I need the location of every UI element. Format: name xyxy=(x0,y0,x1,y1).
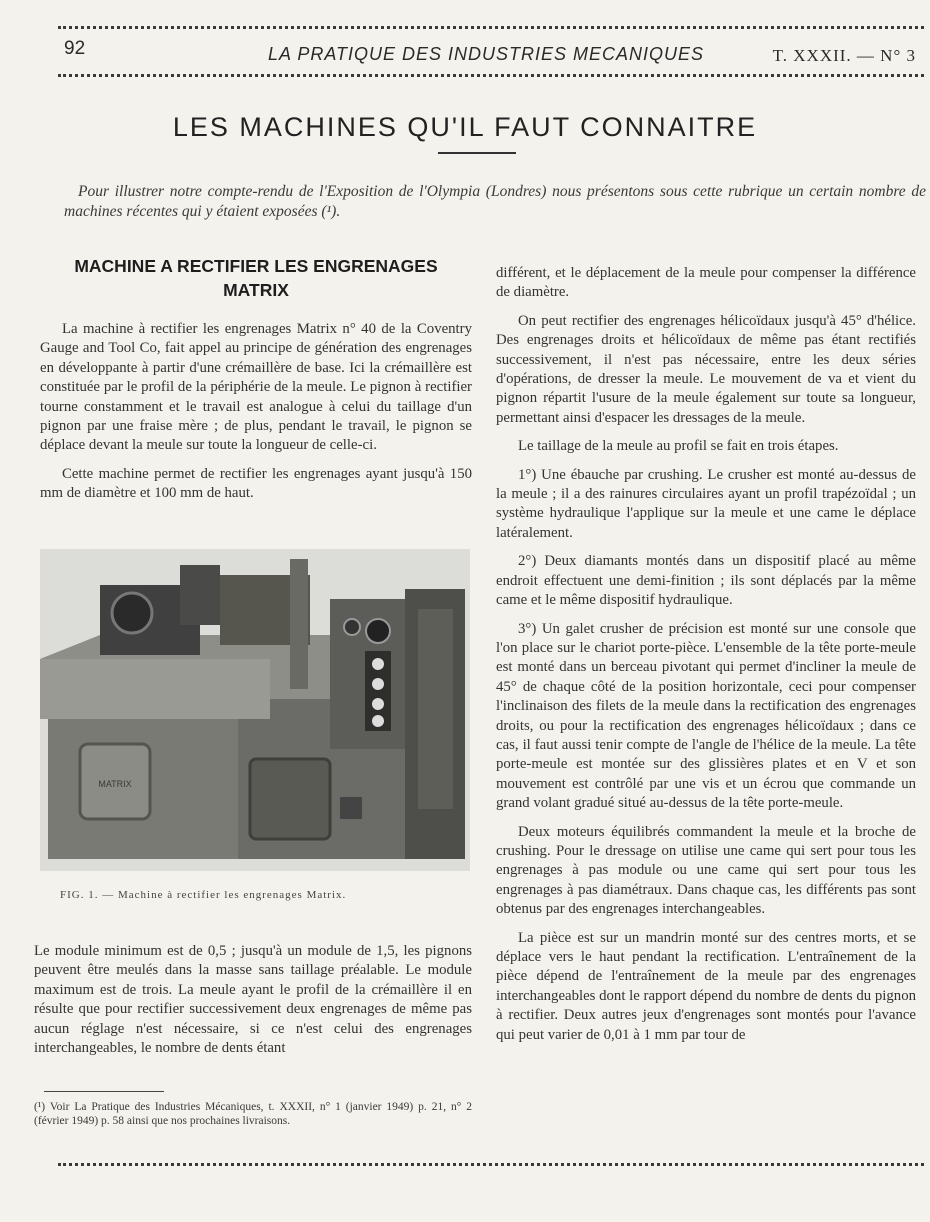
left-column xyxy=(40,254,472,513)
left-bottom-paragraph: Le module minimum est de 0,5 ; jusqu'à un module de 1,5, les pignons peuvent être meulés dans la masse sans taillage préalable. Le module maximum est de trois. La meule ayant le profil de la crémaillère il en résulte que pour rectifier successivement deux engrenages de même pas aucun réglage n'est nécessaire, si ce n'est celui des engrenages interchangeables, le nombre de dents étant xyxy=(34,943,472,1057)
page-header xyxy=(58,34,924,74)
footer-rule xyxy=(58,1163,924,1166)
left-paragraph: Cette machine permet de rectifier les engrenages ayant jusqu'à 150 mm de diamètre et 100 mm de haut. xyxy=(40,465,472,502)
header-top-rule xyxy=(58,26,924,29)
right-column xyxy=(496,264,916,1054)
right-paragraph: 1°) Une ébauche par crushing. Le crusher est monté au-dessus de la meule ; il a des rainures circulaires ayant un profil trapézoïdal ; un système hydraulique l'applique sur la meule et une came le déplace latéralement. xyxy=(496,466,916,541)
right-paragraph: Deux moteurs équilibrés commandent la meule et la broche de crushing. Pour le dressage on utilise une came qui sert pour tous les engrenages à pas module ou une came qui sert pour tous les engrenages à pas diamétraux. Dans chaque cas, les différents pas sont obtenus par des engrenages interchangeables. xyxy=(496,823,916,918)
journal-title: LA PRATIQUE DES INDUSTRIES MECANIQUES xyxy=(268,44,705,64)
right-paragraph: On peut rectifier des engrenages hélicoïdaux jusqu'à 45° d'hélice. Des engrenages droits et hélicoïdaux de même pas étant rectifiés successivement, il n'est pas nécessaire, entre les deux séries d'opérations, de dresser la meule. Le mouvement de va et vient du pignon répartit l'usure de la meule également sur toute sa longueur, permettant ainsi d'espacer les dressages de la meule. xyxy=(496,312,916,426)
main-title: LES MACHINES QU'IL FAUT CONNAITRE xyxy=(172,112,758,142)
right-paragraph: 2°) Deux diamants montés dans un dispositif placé au même endroit effectuent une demi-finition ; ils sont déplacés par la même came et le même dispositif hydraulique. xyxy=(496,553,916,609)
left-paragraph: La machine à rectifier les engrenages Matrix n° 40 de la Coventry Gauge and Tool Co, fait appel au principe de génération des engrenages en développante à partir d'une crémaillère de base. Ici la crémaillère est constituée par le profil de la périphérie de la meule. Le pignon à rectifier tourne constamment et le travail est analogue à celui du taillage d'un pignon par une fraise mère ; de plus, pendant le travail, le pignon se déplace devant la meule sur toute la longueur de celle-ci. xyxy=(40,321,472,454)
intro-paragraph: Pour illustrer notre compte-rendu de l'Exposition de l'Olympia (Londres) nous présentons sous cette rubrique un certain nombre de machines récentes qui y étaient exposées (¹). xyxy=(64,183,926,220)
section-title: MACHINE A RECTIFIER LES ENGRENAGES MATRIX xyxy=(74,256,438,300)
right-paragraph: La pièce est sur un mandrin monté sur des centres morts, et se déplace vers le haut pendant la rectification. L'entraînement de la pièce dépend de l'entraînement de la meule par des engrenages interchangeables dont le rapport dépend du nombre de dents du pignon à rectifier. Deux autres jeux d'engrenages sont montés pour l'avance qui peut varier de 0,01 à 1 mm par tour de xyxy=(496,929,916,1043)
machine-illustration xyxy=(40,549,470,871)
footnote-rule xyxy=(44,1091,164,1092)
machine-photo xyxy=(40,549,470,871)
page-number: 92 xyxy=(64,38,86,59)
right-paragraph: Le taillage de la meule au profil se fait en trois étapes. xyxy=(518,438,839,455)
header-bottom-rule xyxy=(58,74,924,77)
left-column-continued xyxy=(34,942,472,1067)
figure-caption: FIG. 1. — Machine à rectifier les engrenages Matrix. xyxy=(60,889,347,901)
right-paragraph: différent, et le déplacement de la meule pour compenser la différence de diamètre. xyxy=(496,265,916,301)
volume-number: T. XXXII. — N° 3 xyxy=(772,46,916,65)
title-underline xyxy=(438,152,516,154)
matrix-plate-label: MATRIX xyxy=(98,779,132,789)
right-paragraph: 3°) Un galet crusher de précision est monté sur une console que l'on place sur le chariot porte-pièce. L'ensemble de la tête porte-meule est monté dans un berceau pivotant qui permet d'incliner la meule de 45° de chaque côté de la position horizontale, ceci pour compenser l'inclinaison des filets de la meule dans la rectification des engrenages droits, ou pour la rectification des engrenages hélicoïdaux ; dans ce cas, il faut aussi tenir compte de l'angle de l'hélice de la meule. La tête porte-meule est montée sur des glissières plates et en V et son mouvement est contrôlé par une vis et un écrou que commande un grand volant gradué situé au-dessus de la tête porte-meule. xyxy=(496,620,916,812)
footnote: (¹) Voir La Pratique des Industries Mécaniques, t. XXXII, n° 1 (janvier 1949) p. 21, n° 2 (février 1949) p. 58 ainsi que nos prochaines livraisons. xyxy=(34,1101,472,1127)
